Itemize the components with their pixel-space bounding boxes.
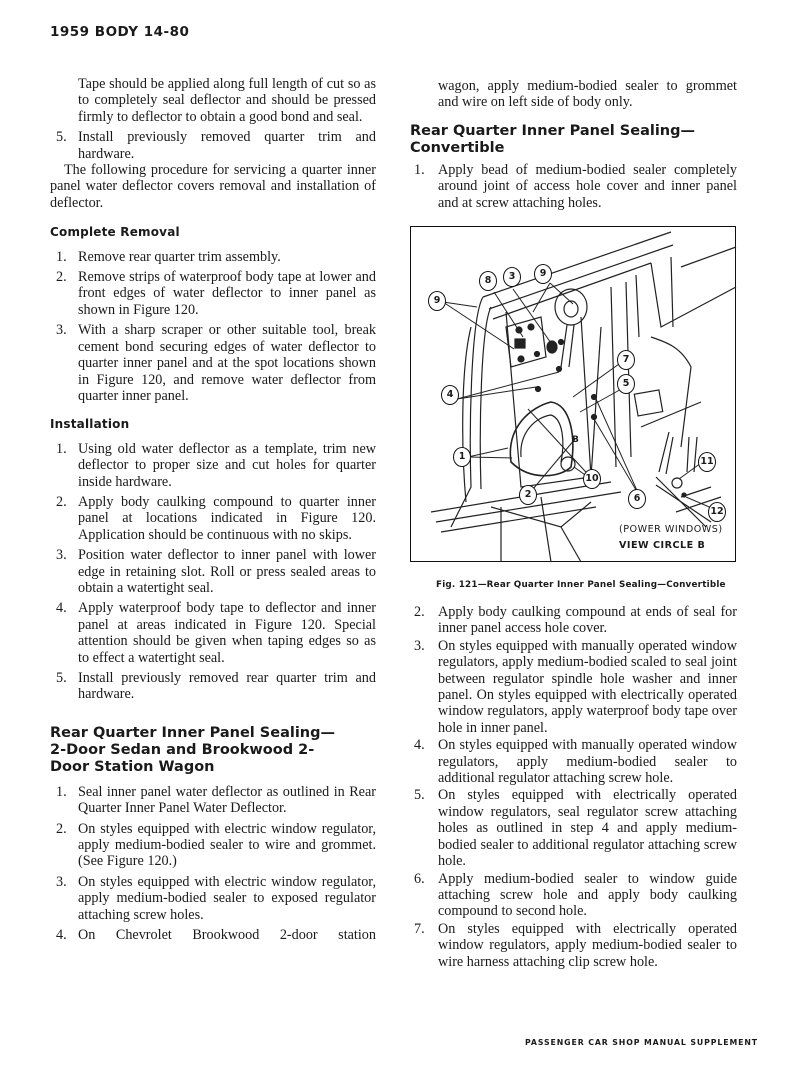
- complete-removal-steps: [50, 249, 376, 405]
- power-windows-note: (POWER WINDOWS): [619, 524, 723, 535]
- step-text: Apply bead of medium-bodied sealer completely around joint of access hole cover and inner panel and at screw attaching holes.: [438, 161, 737, 211]
- step-text: Install previously removed quarter trim and hardware.: [78, 129, 376, 162]
- step-number: 3.: [56, 873, 67, 890]
- callout-9-top: 9: [534, 264, 552, 284]
- step-number: 1.: [56, 783, 67, 800]
- list-item: [410, 921, 737, 970]
- convertible-section-heading: Rear Quarter Inner Panel Sealing—Convertible: [410, 122, 696, 156]
- sedan-section-heading: Rear Quarter Inner Panel Sealing—2-Door Sedan and Brookwood 2-Door Station Wagon: [50, 724, 336, 775]
- step-number: 4.: [56, 927, 67, 944]
- list-item: [50, 441, 376, 490]
- callout-10: 10: [583, 469, 601, 489]
- callout-2: 2: [519, 485, 537, 505]
- step-number: 6.: [414, 870, 425, 887]
- step-number: 1.: [56, 440, 67, 457]
- list-item: [50, 269, 376, 318]
- step-text: On styles equipped with electric window regulator, apply medium-bodied sealer to exposed regulator attaching screw holes.: [78, 873, 376, 923]
- sedan-section-steps: [50, 784, 376, 944]
- step-text: Using old water deflector as a template, trim new deflector to proper size and cut holes for quarter inside hardware.: [78, 440, 376, 490]
- step-number: 7.: [414, 920, 425, 937]
- list-item: [410, 787, 737, 869]
- complete-removal-heading: Complete Removal: [50, 225, 180, 240]
- step-number: 2.: [414, 604, 425, 620]
- intro-step-list: [50, 129, 376, 162]
- list-item: [50, 494, 376, 543]
- right-column-lower: [410, 604, 737, 971]
- intro-continuation: Tape should be applied along full length of cut so as to completely seal deflector and should be pressed firmly to deflector to obtain a good bond and seal.: [78, 76, 376, 125]
- list-item: [50, 600, 376, 666]
- callout-6: 6: [628, 489, 646, 509]
- list-item: [50, 784, 376, 817]
- list-item: [410, 638, 737, 736]
- circle-b-label: B: [572, 435, 579, 445]
- figure-caption: Fig. 121—Rear Quarter Inner Panel Sealing—Convertible: [436, 580, 726, 590]
- step-text: Position water deflector to inner panel with lower edge in retaining slot. Roll or press sealed areas to obtain a watertight seal.: [78, 547, 376, 596]
- step-number: 2.: [56, 269, 67, 286]
- step-number: 1.: [56, 248, 67, 265]
- step-text: With a sharp scraper or other suitable tool, break cement bond securing edges of water deflector to quarter inner panel and at the spot locations shown in Figure 120, and remove water deflector from quarter inner panel.: [78, 322, 376, 404]
- step-text: Remove rear quarter trim assembly.: [78, 248, 281, 265]
- list-item: [410, 604, 737, 637]
- step-text: Apply body caulking compound at ends of seal for inner panel access hole cover.: [438, 604, 737, 637]
- view-circle-b-note: VIEW CIRCLE B: [619, 540, 706, 551]
- convertible-steps: [410, 604, 737, 970]
- step-text: On styles equipped with manually operated window regulators, apply medium-bodied sealer to additional regulator attaching screw hole.: [438, 737, 737, 787]
- list-item: [50, 129, 376, 162]
- step-text: Apply waterproof body tape to deflector and inner panel at areas indicated in Figure 120. Special attention should be given when taping edges so as to effect a watertight seal.: [78, 600, 376, 666]
- list-item: [50, 547, 376, 596]
- step-number: 3.: [56, 547, 67, 564]
- step-number: 2.: [56, 493, 67, 510]
- right-column-upper: [410, 78, 737, 215]
- intro-paragraph: The following procedure for servicing a quarter inner panel water deflector covers removal and installation of deflector.: [50, 162, 376, 211]
- step-number: 4.: [56, 600, 67, 617]
- callout-7: 7: [617, 350, 635, 370]
- callout-3: 3: [503, 267, 521, 287]
- list-item: [50, 927, 376, 943]
- step-number: 3.: [414, 637, 425, 654]
- step-number: 3.: [56, 322, 67, 339]
- quarter-panel-diagram: [411, 227, 737, 563]
- step-text: On styles equipped with electrically operated window regulators, apply medium-bodied sealer to wire harness attaching clip screw hole.: [438, 920, 737, 970]
- figure-121-illustration: [410, 226, 736, 562]
- step-number: 5.: [56, 670, 67, 686]
- step-text: On styles equipped with electric window regulator, apply medium-bodied sealer to wire and grommet. (See Figure 120.): [78, 820, 376, 870]
- callout-5: 5: [617, 374, 635, 394]
- step-text: On styles equipped with electrically operated window regulators, seal regulator screw attaching holes as outlined in step 4 and apply medium-bodied sealer to additional regulator attaching screw hole.: [438, 787, 737, 870]
- page-footer: PASSENGER CAR SHOP MANUAL SUPPLEMENT: [525, 1038, 759, 1047]
- installation-steps: [50, 441, 376, 703]
- list-item: [50, 670, 376, 703]
- step-text: Remove strips of waterproof body tape at lower and front edges of water deflector to inner panel as shown in Figure 120.: [78, 269, 376, 318]
- right-continuation: wagon, apply medium-bodied sealer to grommet and wire on left side of body only.: [438, 78, 737, 111]
- list-item: [50, 249, 376, 265]
- list-item: [50, 821, 376, 870]
- step-number: 4.: [414, 737, 425, 754]
- step-number: 2.: [56, 820, 67, 837]
- installation-heading: Installation: [50, 417, 130, 432]
- callout-9-left: 9: [428, 291, 446, 311]
- callout-8: 8: [479, 271, 497, 291]
- step-text: Apply medium-bodied sealer to window guide attaching screw hole and apply body caulking compound to second hole.: [438, 870, 737, 920]
- list-item: [50, 874, 376, 923]
- step-text: On styles equipped with manually operated window regulators, apply medium-bodied scaled to seal joint between regulator spindle hole washer and inner panel. On styles equipped with electrically operated window regulators, apply waterproof body tape over hole in inner panel.: [438, 637, 737, 736]
- list-item: [410, 737, 737, 786]
- list-item: [50, 322, 376, 404]
- callout-4: 4: [441, 385, 459, 405]
- list-item: [410, 871, 737, 920]
- callout-1: 1: [453, 447, 471, 467]
- step-number: 5.: [414, 787, 425, 804]
- callout-11: 11: [698, 452, 716, 472]
- left-column: [50, 76, 376, 947]
- step-number: 5.: [56, 129, 67, 146]
- step-text: Apply body caulking compound to quarter inner panel at locations indicated in Figure 120. Application should be continuous with no skips.: [78, 493, 376, 543]
- step-text: On Chevrolet Brookwood 2-door station: [78, 927, 376, 944]
- callout-12: 12: [708, 502, 726, 522]
- step-number: 1.: [414, 161, 425, 178]
- convertible-step-1: [410, 162, 737, 211]
- page-header: 1959 BODY 14-80: [50, 24, 190, 40]
- step-text: Seal inner panel water deflector as outlined in Rear Quarter Inner Panel Water Deflector.: [78, 783, 376, 817]
- step-text: Install previously removed rear quarter trim and hardware.: [78, 670, 376, 703]
- list-item: [410, 162, 737, 211]
